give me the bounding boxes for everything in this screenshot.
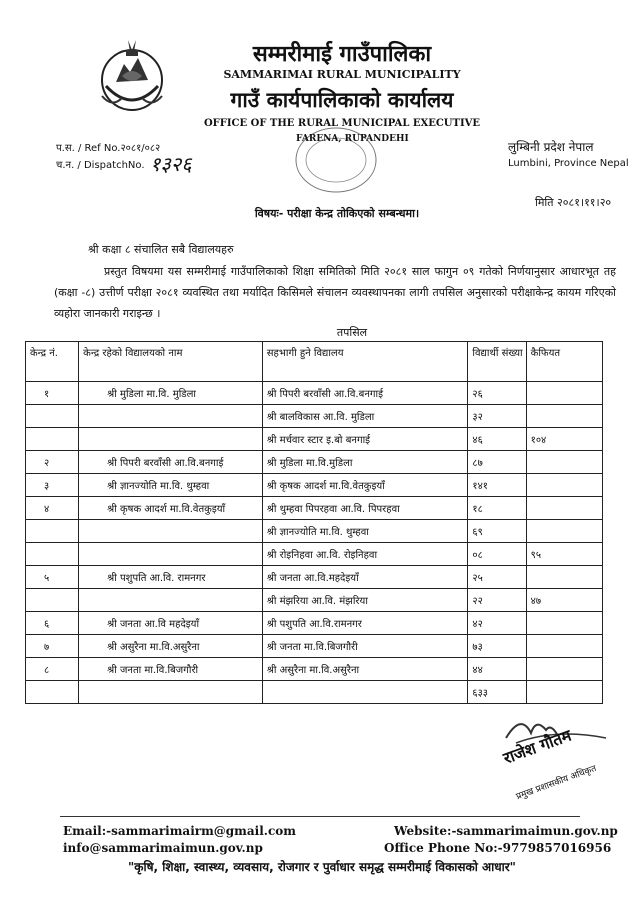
province-en: Lumbini, Province Nepal bbox=[508, 158, 629, 169]
reference-number: प.स. / Ref No.२०८१/०८२ bbox=[56, 143, 161, 154]
cell-student-count: ६९ bbox=[468, 520, 526, 543]
table-row bbox=[26, 566, 603, 589]
cell-student-count: ३२ bbox=[468, 405, 526, 428]
table-header-row bbox=[26, 342, 603, 382]
municipality-title-np: सम्मरीमाई गाउँपालिका bbox=[252, 42, 432, 67]
office-place: FARENA, RUPANDEHI bbox=[296, 134, 409, 144]
table-row bbox=[26, 589, 603, 612]
cell-center-school bbox=[79, 428, 263, 451]
cell-participating-school: श्री पिपरी बरवाँसी आ.वि.बनगाई bbox=[262, 382, 468, 405]
office-title-np: गाउँ कार्यपालिकाको कार्यालय bbox=[230, 88, 454, 112]
table-row bbox=[26, 635, 603, 658]
cell-center-school bbox=[79, 405, 263, 428]
cell-participating-school: श्री कृषक आदर्श मा.वि.वेतकुइयाँ bbox=[262, 474, 468, 497]
header-center-no: केन्द्र नं. bbox=[26, 342, 79, 382]
cell-center-school: श्री असुरैना मा.वि.असुरैना bbox=[79, 635, 263, 658]
table-row bbox=[26, 405, 603, 428]
cell-remarks bbox=[526, 566, 602, 589]
cell-participating-school: श्री ज्ञानज्योति मा.वि. थुम्हवा bbox=[262, 520, 468, 543]
footer-phone: Office Phone No:-9779857016956 bbox=[384, 841, 612, 855]
cell-participating-school: श्री असुरैना मा.वि.असुरैना bbox=[262, 658, 468, 681]
cell-student-count: ४२ bbox=[468, 612, 526, 635]
province-np: लुम्बिनी प्रदेश नेपाल bbox=[508, 140, 594, 154]
cell-student-count: २५ bbox=[468, 566, 526, 589]
cell-student-count: ०८ bbox=[468, 543, 526, 566]
cell-center-school bbox=[79, 543, 263, 566]
footer-email-secondary: info@sammarimaimun.gov.np bbox=[63, 841, 263, 855]
cell-remarks bbox=[526, 658, 602, 681]
cell-remarks bbox=[526, 451, 602, 474]
cell-remarks: ९५ bbox=[526, 543, 602, 566]
cell-center-no: ३ bbox=[26, 474, 79, 497]
cell-student-count: २६ bbox=[468, 382, 526, 405]
cell-remarks bbox=[526, 474, 602, 497]
cell-participating-school: श्री मंझरिया आ.वि. मंझरिया bbox=[262, 589, 468, 612]
cell-center-no: ४ bbox=[26, 497, 79, 520]
table-row bbox=[26, 612, 603, 635]
signatory-title: प्रमुख प्रशासकीय अधिकृत bbox=[515, 763, 598, 803]
cell-center-no: ८ bbox=[26, 658, 79, 681]
cell-remarks bbox=[526, 681, 602, 704]
cell-student-count: ६३३ bbox=[468, 681, 526, 704]
cell-participating-school bbox=[262, 681, 468, 704]
cell-center-school bbox=[79, 681, 263, 704]
cell-center-no bbox=[26, 589, 79, 612]
cell-remarks bbox=[526, 520, 602, 543]
dispatch-label: च.न. / DispatchNo. bbox=[56, 160, 145, 171]
table-row bbox=[26, 451, 603, 474]
table-row bbox=[26, 681, 603, 704]
table-row bbox=[26, 428, 603, 451]
cell-remarks bbox=[526, 635, 602, 658]
cell-participating-school: श्री जनता आ.वि.महदेइयाँ bbox=[262, 566, 468, 589]
table-row bbox=[26, 543, 603, 566]
cell-participating-school: श्री पशुपति आ.वि.रामनगर bbox=[262, 612, 468, 635]
letter-recipient: श्री कक्षा ८ संचालित सबै विद्यालयहरु bbox=[88, 243, 234, 256]
cell-student-count: ८७ bbox=[468, 451, 526, 474]
cell-participating-school: श्री बालविकास आ.वि. मुडिला bbox=[262, 405, 468, 428]
cell-center-school bbox=[79, 520, 263, 543]
cell-remarks bbox=[526, 612, 602, 635]
cell-student-count: ४४ bbox=[468, 658, 526, 681]
cell-center-no bbox=[26, 543, 79, 566]
cell-center-no: २ bbox=[26, 451, 79, 474]
cell-student-count: ७३ bbox=[468, 635, 526, 658]
cell-student-count: ४६ bbox=[468, 428, 526, 451]
header-remarks: कैफियत bbox=[526, 342, 602, 382]
header-center-school: केन्द्र रहेको विद्यालयको नाम bbox=[79, 342, 263, 382]
cell-center-no: ७ bbox=[26, 635, 79, 658]
cell-center-school: श्री मुडिला मा.वि. मुडिला bbox=[79, 382, 263, 405]
footer-website: Website:-sammarimaimun.gov.np bbox=[394, 824, 618, 838]
footer-email-primary: Email:-sammarimairm@gmail.com bbox=[63, 824, 296, 838]
dispatch-number: १३२६ bbox=[150, 152, 192, 176]
table-caption: तपसिल bbox=[336, 326, 368, 339]
cell-remarks bbox=[526, 497, 602, 520]
cell-remarks bbox=[526, 382, 602, 405]
cell-center-no bbox=[26, 520, 79, 543]
cell-center-school: श्री पिपरी बरवाँसी आ.वि.बनगाई bbox=[79, 451, 263, 474]
cell-center-school bbox=[79, 589, 263, 612]
cell-student-count: १८ bbox=[468, 497, 526, 520]
cell-remarks: ४७ bbox=[526, 589, 602, 612]
table-row bbox=[26, 497, 603, 520]
cell-center-no: १ bbox=[26, 382, 79, 405]
cell-participating-school: श्री मर्चवार स्टार इ.बो बनगाई bbox=[262, 428, 468, 451]
cell-center-no: ६ bbox=[26, 612, 79, 635]
cell-center-no: ५ bbox=[26, 566, 79, 589]
cell-participating-school: श्री थुम्हवा पिपरहवा आ.वि. पिपरहवा bbox=[262, 497, 468, 520]
header-student-count: विद्यार्थी संख्या bbox=[468, 342, 526, 382]
footer-slogan: "कृषि, शिक्षा, स्वास्थ्य, व्यवसाय, रोजगार र पुर्वाधार समृद्ध सम्मरीमाई विकासको आधार" bbox=[128, 860, 516, 874]
cell-participating-school: श्री मुडिला मा.वि.मुडिला bbox=[262, 451, 468, 474]
municipality-title-en: SAMMARIMAI RURAL MUNICIPALITY bbox=[223, 68, 461, 81]
exam-center-table bbox=[25, 341, 603, 704]
cell-student-count: २२ bbox=[468, 589, 526, 612]
footer-divider bbox=[60, 816, 580, 817]
table-row bbox=[26, 520, 603, 543]
table-row bbox=[26, 658, 603, 681]
signatory-name: राजेश गौतम bbox=[500, 725, 574, 768]
cell-participating-school: श्री रोइनिहवा आ.वि. रोइनिहवा bbox=[262, 543, 468, 566]
table-row bbox=[26, 474, 603, 497]
cell-center-school: श्री जनता आ.वि महदेइयाँ bbox=[79, 612, 263, 635]
cell-remarks bbox=[526, 405, 602, 428]
cell-student-count: १४१ bbox=[468, 474, 526, 497]
cell-center-no bbox=[26, 428, 79, 451]
letter-subject: विषयः- परीक्षा केन्द्र तोकिएको सम्बन्धमा। bbox=[254, 207, 420, 220]
cell-center-no bbox=[26, 405, 79, 428]
cell-center-school: श्री ज्ञानज्योति मा.वि. थुम्हवा bbox=[79, 474, 263, 497]
cell-center-school: श्री कृषक आदर्श मा.वि.वेतकुइयाँ bbox=[79, 497, 263, 520]
office-title-en: OFFICE OF THE RURAL MUNICIPAL EXECUTIVE bbox=[203, 118, 481, 129]
cell-center-school: श्री जनता मा.वि.बिजगौरी bbox=[79, 658, 263, 681]
cell-participating-school: श्री जनता मा.वि.बिजगौरी bbox=[262, 635, 468, 658]
table-row bbox=[26, 382, 603, 405]
letter-body: प्रस्तुत विषयमा यस सम्मरीमाई गाउँपालिकाको शिक्षा समितिको मिति २०८१ साल फागुन ०९ गतेको निर्णयानुसार आधारभूत तह (कक्षा -८) उत्तीर्ण परीक्षा २०८१ व्यवस्थित तथा मर्यादित किसिमले संचालन व्यवस्थापनका लागी तपसिल अनुसारको परीक्षाकेन्द्र कायम गरिएको व्यहोरा जानकारी गराइन्छ । bbox=[54, 265, 616, 320]
cell-remarks: १०४ bbox=[526, 428, 602, 451]
letter-date: मिति २०८१।११।२० bbox=[535, 196, 612, 209]
cell-center-no bbox=[26, 681, 79, 704]
cell-center-school: श्री पशुपति आ.वि. रामनगर bbox=[79, 566, 263, 589]
header-participating-school: सहभागी हुने विद्यालय bbox=[262, 342, 468, 382]
